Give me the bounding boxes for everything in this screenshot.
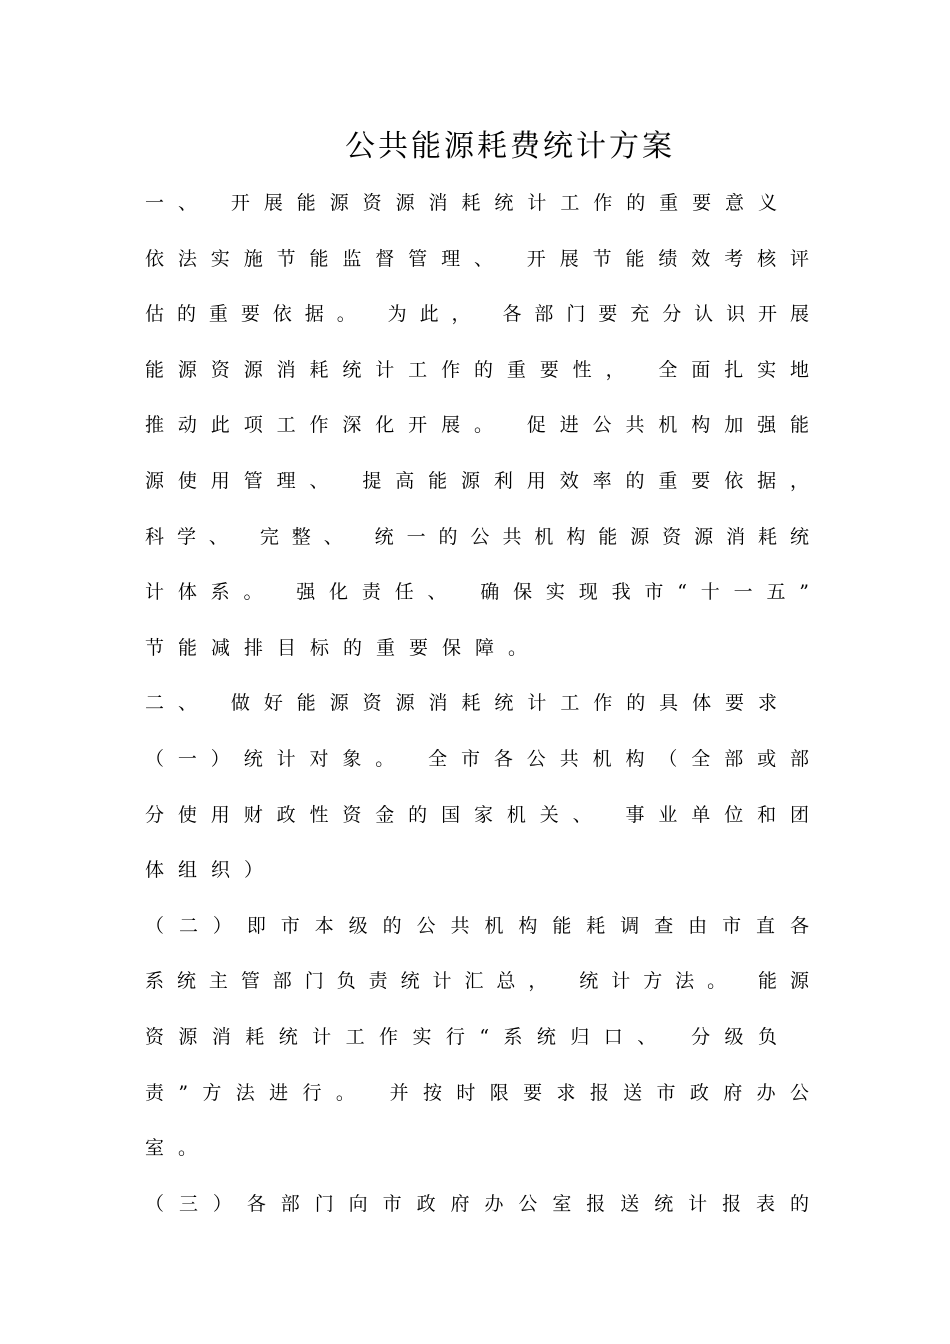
paragraph-line: 推动此项工作深化开展。 促进公共机构加强能	[145, 414, 809, 437]
paragraph-line: 计体系。 强化责任、 确保实现我市“十一五”	[145, 581, 809, 604]
paragraph-line: 资源消耗统计工作实行“系统归口、 分级负	[145, 1025, 777, 1048]
paragraph-line: 估的重要依据。 为此， 各部门要充分认识开展	[145, 303, 809, 326]
paragraph-line: 依法实施节能监督管理、 开展节能绩效考核评	[145, 247, 809, 270]
paragraph-line: 节能减排目标的重要保障。	[145, 636, 542, 659]
paragraph-line: 室。	[145, 1137, 212, 1160]
paragraph-line: （二）即市本级的公共机构能耗调查由市直各	[145, 914, 809, 937]
paragraph-line: 源使用管理、 提高能源利用效率的重要依据，	[145, 469, 809, 492]
document-body	[145, 176, 809, 1232]
paragraph-line: 系统主管部门负责统计汇总， 统计方法。 能源	[145, 970, 809, 993]
paragraph-line: 科学、 完整、 统一的公共机构能源资源消耗统	[145, 525, 809, 548]
section-heading-1: 一、 开展能源资源消耗统计工作的重要意义	[145, 192, 777, 214]
section-heading-2: 二、 做好能源资源消耗统计工作的具体要求	[145, 692, 777, 715]
paragraph-line: （三）各部门向市政府办公室报送统计报表的	[145, 1192, 809, 1215]
document-title: 公共能源耗费统计方案	[345, 129, 675, 164]
paragraph-line: 分使用财政性资金的国家机关、 事业单位和团	[145, 803, 809, 826]
paragraph-line: （一）统计对象。 全市各公共机构（全部或部	[145, 747, 809, 770]
paragraph-line: 体组织）	[145, 859, 278, 882]
paragraph-line: 能源资源消耗统计工作的重要性， 全面扎实地	[145, 358, 809, 381]
paragraph-line: 责”方法进行。 并按时限要求报送市政府办公	[145, 1081, 809, 1104]
